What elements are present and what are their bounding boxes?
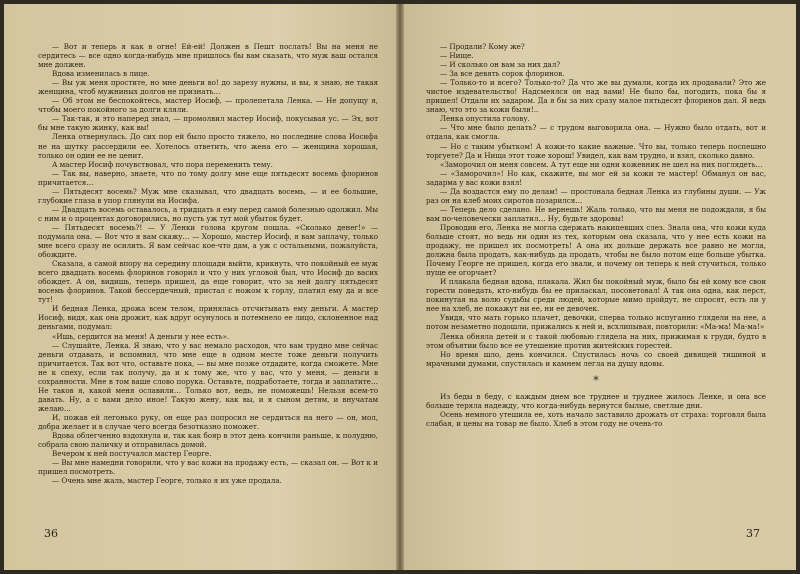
paragraph: Ленка отвернулась. До сих пор ей было просто тяжело, но последние слова Иосифа не на шутку рассердили ее. Хотелось ответить, что жена его — женщина хорошая, только он один ее не ценит. — [38, 132, 378, 160]
paragraph: А мастер Иосиф почувствовал, что пора переменить тему. — [52, 159, 273, 169]
paragraph: — Об этом не беспокойтесь, мастер Иосиф, — пролепетала Ленка. — Не допущу я, чтобы моего покойного за долги кляли. — [38, 96, 378, 115]
paragraph: Ленка опустила голову. — [440, 114, 530, 124]
paragraph: — Так-так, и это наперед знал, — промолвил мастер Иосиф, покусывая ус. — Эх, вот бы мне такую жинку, как вы! — [38, 114, 378, 133]
paragraph: — Да воздастся ему по делам! — простонала бедная Ленка из глубины души. — Уж раз он на клеб моих сиротов позарился… — [426, 186, 766, 205]
paragraph: Проводив его, Ленка не могла сдержать накипевших слез. Знала она, что кожи куда больше стоят, но ведь ни один из тех, которым она сказала, что у нее есть кожи на продажу, не пришел их посмотреть! А она их дольше держать все равно не могла, должна была продать, как-нибудь да продать, чтобы не было потом еще больше убытка. Почему Георге не пришел, когда его звали, и почему он теперь к ней стучиться, только пуще ее огорчает? — [426, 222, 766, 278]
paragraph: — Так вы, наверно, знаете, что по тому долгу мне еще пятьдесят восемь флоринов причитается… — [38, 168, 378, 187]
left-page-text — [38, 42, 378, 485]
paragraph: — Пятьдесят восемь?! — У Ленки голова кругом пошла. «Сколько денег!» — подумала она. — Вот что я вам скажу… — Хорошо, мастер Иосиф, я вам заплачу, только мне всего сразу не осилить. Я вам сейчас кое-что дам, а уж с остальными, пожалуйста, обождите. — [38, 222, 378, 260]
paragraph: — Теперь дело сделано. Не вернешь! Жаль только, что вы меня не подождали, я бы вам по-человечески заплатил… Ну, будьте здоровы! — [426, 204, 766, 223]
paragraph: И бедная Ленка, дрожа всем телом, принялась отсчитывать ему деньги. А мастер Иосиф, видя, как она дрожит, как вдруг осунулось и потемнело ее лицо, склоненное над деньгами, подумал: — [38, 304, 378, 332]
page-number-right: 37 — [746, 527, 760, 540]
right-page — [404, 4, 796, 570]
paragraph: — Что мне было делать? — с трудом выговорила она. — Нужно было отдать, вот и отдала, как смогла. — [426, 123, 766, 142]
right-page-text-after — [426, 392, 766, 428]
paragraph: — Двадцать восемь оставалось, а тридцать я ему перед самой болезнью одолжил. Мы с ним и о процентах договорились, но пусть уж тут мой убыток будет. — [38, 204, 378, 223]
paragraph: «Заморочил он меня совсем. А тут еще ни одни кожевник не шел на них поглядеть… — [440, 159, 763, 169]
paragraph: Увидя, что мать горько плачет, девочки, сперва только испуганно глядели на нее, а потом незаметно подошли, прижались к ней и, всхлипывая, повторили: «Ма-ма! Ма-ма!» — [426, 313, 766, 332]
paragraph: — Вы уж меня простите, но мне деньги во! до зарезу нужны, и вы, я знаю, не такая женщина, чтоб мужниных долгов не признать… — [38, 78, 378, 97]
paragraph: Сказала, а самой впору на середину площади выйти, крикнуть, что покойный ее муж всего двадцать восемь флоринов говорил и что у них угловой был, что Иосиф до васих обождет. А он, видишь, теперь пришел, да еще говорит, что за ней долгу пятьдесят восемь флоринов. Такой бессердечный, пристал с ножом к горлу, платил ему да и все тут! — [38, 259, 378, 305]
paragraph: — Нище. — [440, 51, 474, 61]
paragraph: «Ишь, сердится на меня! А деньги у нее есть». — [52, 331, 230, 341]
paragraph: — И сколько он вам за них дал? — [440, 60, 561, 70]
paragraph: — «Заморочил»! Но как, скажите, вы мог ей за кожи те мастер! Обманул он вас, задарма у вас кожи взял! — [426, 168, 766, 187]
right-page-text-before — [426, 42, 766, 368]
paragraph: Вдова изменилась в лице. — [52, 69, 150, 79]
paragraph: — Вы мне намедни говорили, что у вас кожи на продажу есть, — сказал он. — Вот к и пришел посмотреть. — [38, 458, 378, 477]
paragraph: Вдова облегченно вздохнула и, так как бояр в этот день кончили раньше, к полудню, собрала свою паличку и отправилась домой. — [38, 431, 378, 450]
paragraph: — Очень мне жаль, мастер Георге, только я их уже продала. — [52, 476, 282, 486]
paragraph: — Только-то и всего? Только-то? Да что же вы думали, когда их продавали? Это же чистое издевательство! Надсмеялся он над вами! Не было бы, погодить, пока бы я пришел! Отдали их задаром. Да я бы за них сразу малое пятьдесят флоринов дал. Я ведь знаю, что это за кожи были!.. — [426, 78, 766, 115]
section-separator: * — [593, 373, 599, 387]
paragraph: И плакала бедная вдова, плакала. Жил бы покойный муж, было бы ей кому все свои горести поведать, кто-нибудь бы ее приласкал, посоветовал! А так она одна, как перст, покинутая на волю судьбы среди людей, которые мимо пройдут, не спросят, есть ли у нее на хлеб, не покажут ни ее, ни ее девочек. — [426, 277, 766, 314]
book-gutter — [396, 4, 404, 570]
left-page — [4, 4, 396, 570]
paragraph: — Но с таким убытком! А кожи-то какие важные. Что вы, только теперь поспешно торгуете? Да и Нища этот тоже хорош! Увидел, как вам трудно, и взял, сколько давно. — [426, 141, 766, 160]
paragraph: — Вот и теперь я как в огне! Ей-ей! Должен в Пешт послать! Вы на меня не сердитесь — все одно когда-нибудь мне пришлось бы вам сказать, что муж ваш остался мне должен. — [38, 42, 378, 70]
paragraph: Из беды в беду, с каждым днем все труднее и труднее жилось Ленке, и она все больше теряла надежду, что когда-нибудь вернутся былые, светлые дни. — [426, 391, 766, 410]
paragraph: — За все девять сорок флоринов. — [440, 69, 565, 79]
paragraph: — Пятьдесят восемь? Муж мне сказывал, что двадцать восемь, — и ее большие, глубокие глаза в упор глянули на Иосифа. — [38, 186, 378, 205]
page-number-left: 36 — [44, 527, 58, 540]
paragraph: Осень немного утешила ее, хоть начало заставило дрожать от страха: торговля была слабая, и цены на товар не было. Хлеб в этом году не очень-то — [426, 409, 766, 428]
paragraph: Вечером к ней постучался мастер Георге. — [52, 449, 212, 459]
paragraph: И, пожав ей легонько руку, он еще раз попросил не сердиться на него — он, мол, добра желает и в случае чего всегда безотказно поможет. — [38, 412, 378, 431]
paragraph: — Слушайте, Ленка. Я знаю, что у вас немало расходов, что вам трудно мне сейчас деньги отдавать, и вспомнил, что мне еще в одном месте тоже деньги получить причитается. Так вот что, оставьте пока, — вы мне позже отдадите, когда сможете. Мне не к спеху, если так получу, да и к тому же, что у вас, что у меня, — деньги в сохранности. Мне в том ваше слово порука. Оставьте, подработаете, тогда и заплатите… Не таков я, какой меня ославили… Только вот, ведь, не поможешь! Нельзя всем-то давать. Ну, а с вами дело иное! Такую жену, как вы, и я сыном детям, и внучатам желаю… — [38, 340, 378, 413]
paragraph: Но время шло, день кончился. Спустилась ночь со своей дивящей тишиной и мрачными думами, спустилась и камнем легла на душу вдовы. — [426, 349, 766, 368]
paragraph: Ленка обняла детей и с такой любовью глядела на них, прижимая к груди, будто в этом объятии было все ее утешение против житейских горестей. — [426, 331, 766, 350]
paragraph: — Продали? Кому же? — [440, 42, 525, 51]
